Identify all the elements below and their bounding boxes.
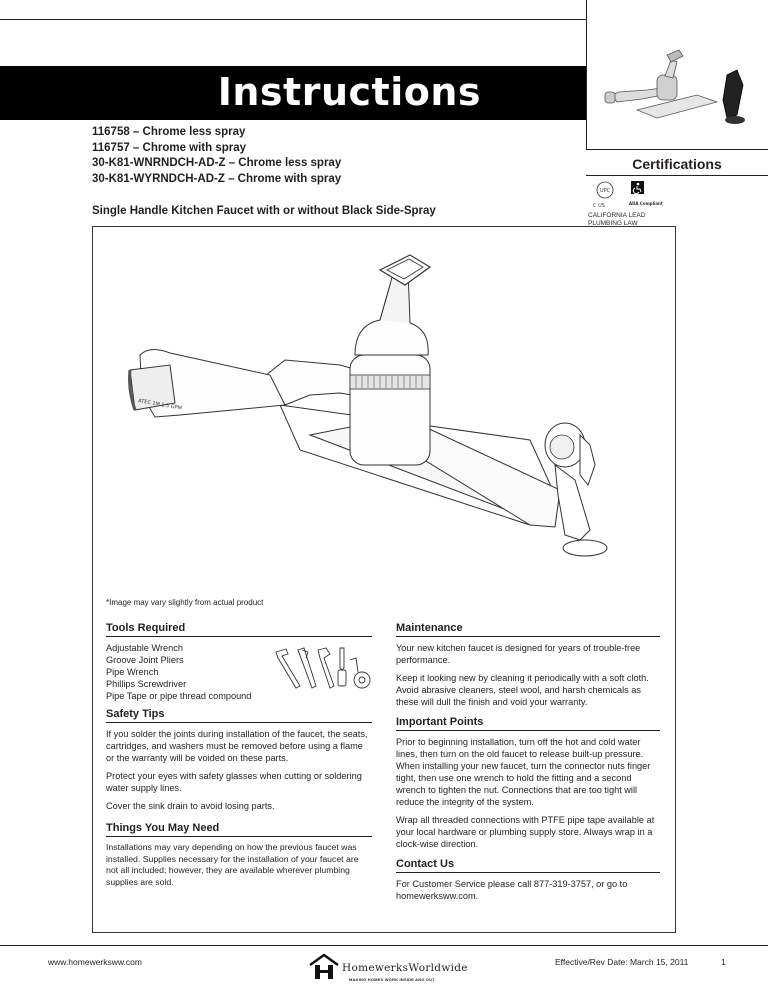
maintenance-text — [396, 642, 660, 708]
svg-text:UPC: UPC — [600, 188, 611, 194]
footer-brand: HomewerksWorldwide — [342, 962, 468, 974]
important-heading: Important Points — [396, 716, 660, 731]
things-needed-paragraph: Installations may vary depending on how the previous faucet was installed. Supplies necessary for the installation of your faucet are not all included; however, they are available wherever plumbing supplies are sold. — [106, 842, 359, 887]
top-rule — [0, 19, 586, 20]
california-lead-law: CALIFORNIA LEAD PLUMBING LAW — [588, 212, 646, 227]
model-list — [92, 125, 341, 187]
right-column — [396, 622, 660, 908]
model-line: 30-K81-WNRNDCH-AD-Z – Chrome less spray — [92, 157, 342, 169]
product-subtitle: Single Handle Kitchen Faucet with or without Black Side-Spray — [92, 205, 436, 217]
important-paragraph: Prior to beginning installation, turn off the hot and cold water lines, then turn on the old faucet to release built-up pressure. When installing your new faucet, turn the connector nuts finger tight, then use one wrench to hold the fitting and a second wrench to tighten the nut. Connections that are too tight will reduce the integrity of the system. — [396, 737, 651, 807]
tool-item: Phillips Screwdriver — [106, 679, 187, 689]
aerator-label: ATEC 1M 1.5 GPM — [137, 398, 183, 412]
safety-paragraph: If you solder the joints during installation of the faucet, the seats, cartridges, and washers must be removed before using a flame or the warranty will be voided on these parts. — [106, 729, 368, 763]
tools-list — [106, 642, 372, 706]
model-line: 30-K81-WYRNDCH-AD-Z – Chrome with spray — [92, 172, 342, 185]
thumbnail-box — [586, 0, 768, 150]
things-needed-text — [106, 842, 372, 888]
important-text — [396, 736, 660, 850]
tools-heading: Tools Required — [106, 622, 372, 637]
faucet-thumbnail-image — [587, 0, 768, 149]
faucet-illustration — [110, 245, 670, 585]
footer-rule — [0, 945, 768, 946]
tool-item: Pipe Wrench — [106, 667, 159, 677]
footer-tagline: MAKING HOMES WORK INSIDE AND OUT — [349, 977, 435, 982]
csa-label: C US — [593, 203, 605, 209]
things-needed-heading: Things You May Need — [106, 822, 372, 837]
page-title: Instructions — [217, 70, 481, 114]
model-line: 116758 – Chrome less spray — [92, 126, 246, 138]
safety-heading: Safety Tips — [106, 708, 372, 723]
certifications-rule — [586, 175, 768, 176]
model-line: 116757 – Chrome with spray — [92, 141, 247, 154]
homewerks-logo-icon — [306, 953, 346, 981]
tool-item: Adjustable Wrench — [106, 643, 183, 653]
tool-item: Groove Joint Pliers — [106, 655, 184, 665]
contact-text — [396, 878, 660, 902]
footer-website-link[interactable]: www.homewerksww.com — [48, 957, 142, 967]
contact-heading: Contact Us — [396, 858, 660, 873]
safety-paragraph: Protect your eyes with safety glasses when cutting or soldering water supply lines. — [106, 771, 362, 793]
important-paragraph: Wrap all threaded connections with PTFE pipe tape available at your local hardware or plumbing supply store. Always wrap in a clock-wise direction. — [396, 815, 655, 849]
left-column — [106, 622, 372, 894]
title-banner — [0, 66, 586, 120]
safety-text — [106, 728, 372, 812]
page-number: 1 — [721, 957, 726, 967]
safety-paragraph: Cover the sink drain to avoid losing parts. — [106, 801, 275, 811]
tool-item: Pipe Tape or pipe thread compound — [106, 691, 252, 701]
image-disclaimer: *Image may vary slightly from actual product — [106, 598, 264, 607]
certification-logos — [591, 180, 671, 210]
certifications-heading: Certifications — [632, 156, 722, 172]
contact-paragraph: For Customer Service please call 877-319-3757, or go to homewerksww.com. — [396, 879, 628, 901]
ada-label: ADA Compliant — [629, 201, 663, 206]
tools-icon — [272, 646, 372, 692]
maintenance-paragraph: Your new kitchen faucet is designed for years of trouble-free performance. — [396, 643, 641, 665]
maintenance-paragraph: Keep it looking new by cleaning it periodically with a soft cloth. Avoid abrasive cleaners, steel wool, and harsh chemicals as these will dull the finish and void your warranty. — [396, 673, 649, 707]
footer-rev-date: Effective/Rev Date: March 15, 2011 — [555, 957, 689, 967]
maintenance-heading: Maintenance — [396, 622, 660, 637]
